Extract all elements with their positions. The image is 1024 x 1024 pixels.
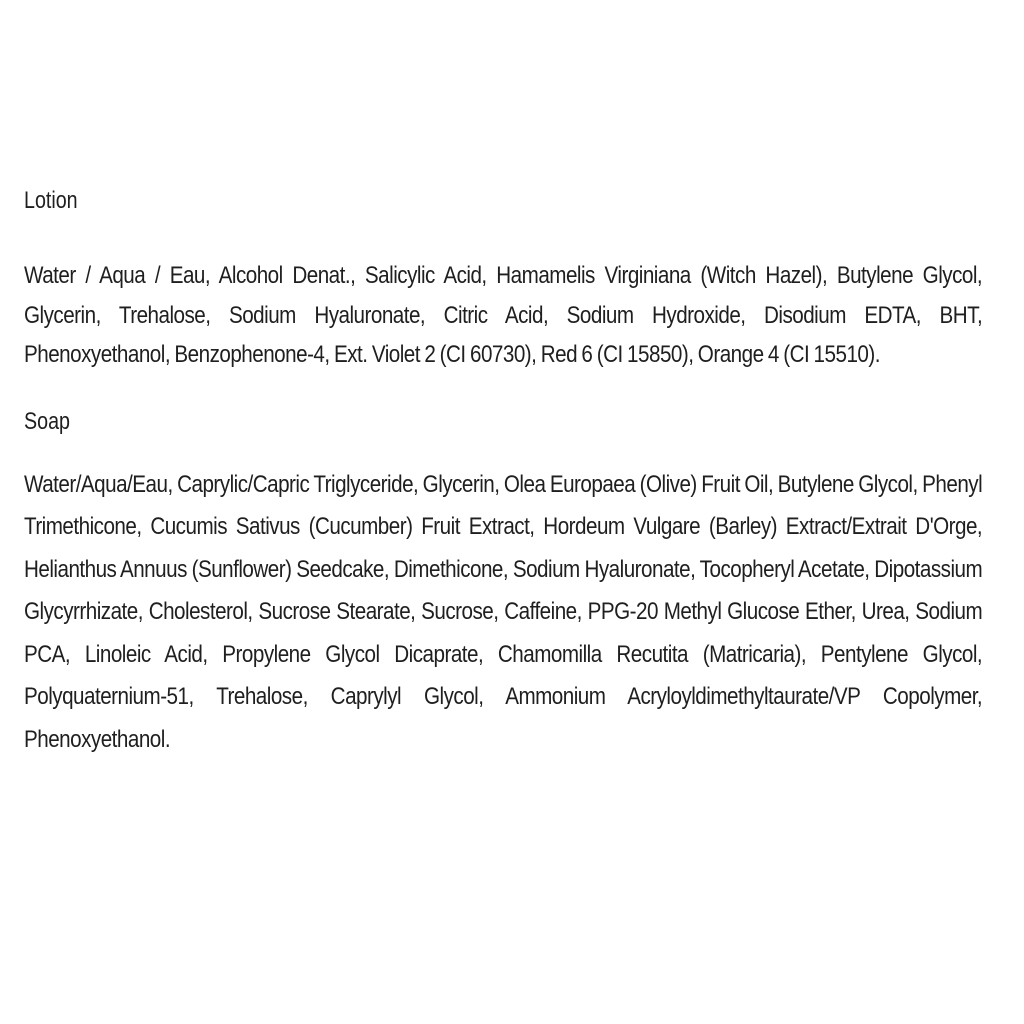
lotion-ingredients-text: Water / Aqua / Eau, Alcohol Denat., Salicylic Acid, Hamamelis Virginiana (Witch Hazel), Butylene Glycol, Glycerin, Trehalose, Sodium Hyaluronate, Citric Acid, Sodium Hydroxide, Disodium EDTA, BHT, Phenoxyethanol, Benzophenone-4, Ext. Violet 2 (CI 60730), Red 6 (CI 15850), Orange 4 (CI 15510). — [24, 262, 983, 368]
soap-ingredients-text: Water/Aqua/Eau, Caprylic/Capric Triglyceride, Glycerin, Olea Europaea (Olive) Fruit Oil, Butylene Glycol, Phenyl Trimethicone, Cucumis Sativus (Cucumber) Fruit Extract, Hordeum Vulgare (Barley) Extract/Extrait D'Orge, Helianthus Annuus (Sunflower) Seedcake, Dimethicone, Sodium Hyaluronate, Tocopheryl Acetate, Dipotassium Glycyrrhizate, Cholesterol, Sucrose Stearate, Sucrose, Caffeine, PPG-20 Methyl Glucose Ether, Urea, Sodium PCA, Linoleic Acid, Propylene Glycol Dicaprate, Chamomilla Recutita (Matricaria), Pentylene Glycol, Polyquaternium-51, Trehalose, Caprylyl Glycol, Ammonium Acryloyldimethyltaurate/VP Copolymer, Phenoxyethanol. — [24, 470, 983, 753]
soap-heading: Soap — [24, 407, 70, 435]
lotion-heading: Lotion — [24, 187, 78, 214]
lotion-ingredients-paragraph — [24, 256, 982, 375]
ingredients-document — [24, 184, 982, 761]
soap-ingredients-paragraph — [24, 464, 982, 762]
